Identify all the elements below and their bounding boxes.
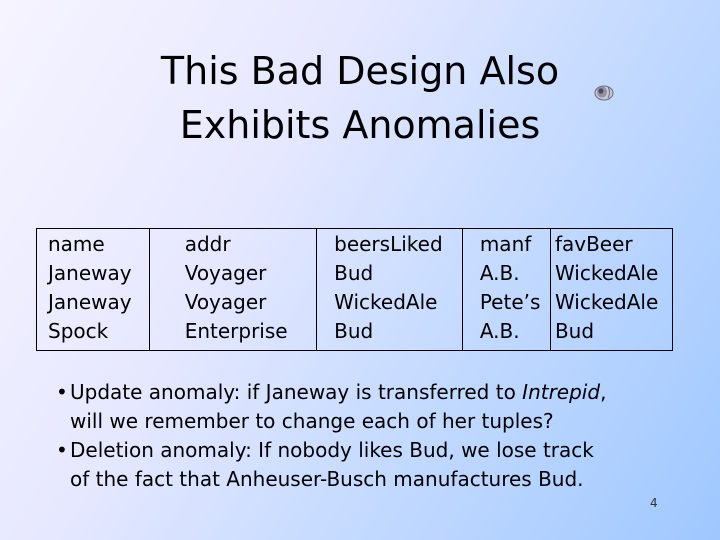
column-beersliked xyxy=(317,229,463,351)
bullet-line: Deletion anomaly: If nobody likes Bud, we lose track xyxy=(70,438,594,462)
table-cell: WickedAle xyxy=(554,261,659,285)
title-line-1: This Bad Design Also xyxy=(160,49,560,93)
emphasis-intrepid: Intrepid xyxy=(522,380,601,404)
table-cell: Janeway xyxy=(48,261,132,285)
bullet-dot: • xyxy=(56,380,68,404)
table-cell: Bud xyxy=(554,319,595,343)
column-manf xyxy=(462,229,550,351)
update-anomaly-bullet xyxy=(56,378,696,436)
table-cell: Bud xyxy=(334,319,374,343)
bullet-line: of the fact that Anheuser-Busch manufactures Bud. xyxy=(70,467,584,491)
table-cell: Enterprise xyxy=(184,319,288,343)
bullet-line: Update anomaly: if Janeway is transferred to Intrepid, xyxy=(70,380,607,404)
column-name xyxy=(37,229,150,351)
column-addr xyxy=(149,229,316,351)
table-cell: A.B. xyxy=(479,319,520,343)
table-row xyxy=(37,229,673,351)
title-line-2: Exhibits Anomalies xyxy=(179,103,541,147)
deletion-anomaly-bullet xyxy=(56,436,696,494)
table-cell: Pete’s xyxy=(479,290,541,314)
table-cell: Spock xyxy=(48,319,109,343)
relation-table xyxy=(36,228,673,351)
table-cell: WickedAle xyxy=(554,290,659,314)
column-favbeer xyxy=(550,229,672,351)
column-header: favBeer xyxy=(554,232,633,256)
table-cell: Janeway xyxy=(48,290,132,314)
table-cell: WickedAle xyxy=(334,290,438,314)
column-header: beersLiked xyxy=(334,232,443,256)
table-cell: Voyager xyxy=(184,290,267,314)
speaker-icon[interactable] xyxy=(592,82,614,102)
column-header: manf xyxy=(479,232,532,256)
bullet-line: will we remember to change each of her tuples? xyxy=(70,409,554,433)
table-cell: Voyager xyxy=(184,261,267,285)
column-header: name xyxy=(48,232,105,256)
bullet-dot: • xyxy=(56,438,68,462)
column-header: addr xyxy=(184,232,231,256)
table-cell: A.B. xyxy=(479,261,520,285)
bullet-list xyxy=(56,378,696,494)
table-cell: Bud xyxy=(334,261,374,285)
slide-number: 4 xyxy=(650,496,658,510)
